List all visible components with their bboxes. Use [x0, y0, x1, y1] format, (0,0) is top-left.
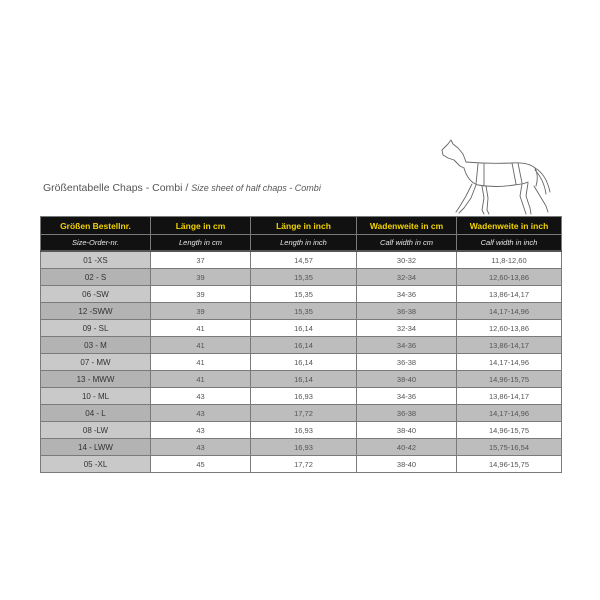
cell-length-cm: 39: [151, 286, 251, 303]
cell-calf-cm: 30-32: [357, 251, 457, 269]
cell-length-inch: 15,35: [251, 286, 357, 303]
cell-calf-inch: 14,17-14,96: [457, 354, 562, 371]
cell-calf-cm: 36-38: [357, 303, 457, 320]
header-size-en: Size-Order-nr.: [41, 235, 151, 252]
cell-size: 04 - L: [41, 405, 151, 422]
table-row: [41, 456, 562, 473]
cell-length-inch: 16,93: [251, 439, 357, 456]
cell-calf-cm: 36-38: [357, 354, 457, 371]
table-row: [41, 405, 562, 422]
cell-calf-cm: 40-42: [357, 439, 457, 456]
header-length-cm: Länge in cm: [151, 217, 251, 235]
cell-length-inch: 15,35: [251, 303, 357, 320]
cell-length-cm: 41: [151, 337, 251, 354]
table-row: [41, 251, 562, 269]
title-subtitle: Size sheet of half chaps - Combi: [191, 183, 321, 193]
table-row: [41, 303, 562, 320]
cell-length-inch: 16,14: [251, 337, 357, 354]
cell-calf-inch: 14,17-14,96: [457, 303, 562, 320]
table-row: [41, 286, 562, 303]
table-row: [41, 337, 562, 354]
cell-calf-inch: 15,75-16,54: [457, 439, 562, 456]
cell-size: 03 - M: [41, 337, 151, 354]
cell-calf-cm: 32-34: [357, 269, 457, 286]
cell-length-cm: 41: [151, 320, 251, 337]
cell-length-cm: 41: [151, 371, 251, 388]
header-calf-inch-en: Calf width in inch: [457, 235, 562, 252]
header-row-english: [41, 235, 562, 252]
cell-calf-cm: 36-38: [357, 405, 457, 422]
cell-length-cm: 37: [151, 251, 251, 269]
header-calf-inch: Wadenweite in inch: [457, 217, 562, 235]
cell-size: 13 - MWW: [41, 371, 151, 388]
cell-size: 14 - LWW: [41, 439, 151, 456]
header-calf-cm-en: Calf width in cm: [357, 235, 457, 252]
cell-calf-inch: 14,96-15,75: [457, 422, 562, 439]
table-row: [41, 320, 562, 337]
cell-calf-cm: 34-36: [357, 337, 457, 354]
cell-size: 08 -LW: [41, 422, 151, 439]
cell-length-cm: 45: [151, 456, 251, 473]
cell-size: 10 - ML: [41, 388, 151, 405]
cell-calf-cm: 32-34: [357, 320, 457, 337]
cell-length-inch: 16,14: [251, 320, 357, 337]
cell-calf-cm: 34-36: [357, 286, 457, 303]
cell-calf-inch: 12,60-13,86: [457, 320, 562, 337]
cell-calf-cm: 34-36: [357, 388, 457, 405]
header-length-cm-en: Length in cm: [151, 235, 251, 252]
cell-size: 07 - MW: [41, 354, 151, 371]
cell-length-inch: 16,93: [251, 422, 357, 439]
horse-with-chaps-illustration: [438, 138, 554, 216]
table-row: [41, 439, 562, 456]
page-title: [43, 182, 321, 194]
title-main: Größentabelle Chaps - Combi /: [43, 182, 189, 194]
cell-size: 05 -XL: [41, 456, 151, 473]
cell-length-inch: 16,14: [251, 371, 357, 388]
cell-size: 12 -SWW: [41, 303, 151, 320]
cell-calf-inch: 14,96-15,75: [457, 456, 562, 473]
header-row-german: [41, 217, 562, 235]
cell-length-inch: 16,14: [251, 354, 357, 371]
cell-size: 01 -XS: [41, 251, 151, 269]
table-row: [41, 388, 562, 405]
cell-length-inch: 17,72: [251, 456, 357, 473]
cell-size: 06 -SW: [41, 286, 151, 303]
table-row: [41, 269, 562, 286]
cell-calf-inch: 13,86-14,17: [457, 388, 562, 405]
cell-length-cm: 43: [151, 439, 251, 456]
table-row: [41, 371, 562, 388]
cell-calf-cm: 38-40: [357, 422, 457, 439]
cell-calf-inch: 14,96-15,75: [457, 371, 562, 388]
cell-length-inch: 14,57: [251, 251, 357, 269]
header-length-inch-en: Length in inch: [251, 235, 357, 252]
table-row: [41, 422, 562, 439]
cell-length-cm: 39: [151, 303, 251, 320]
cell-length-inch: 16,93: [251, 388, 357, 405]
header-length-inch: Länge in inch: [251, 217, 357, 235]
header-calf-cm: Wadenweite in cm: [357, 217, 457, 235]
cell-calf-inch: 11,8-12,60: [457, 251, 562, 269]
cell-calf-cm: 38-40: [357, 371, 457, 388]
cell-length-cm: 39: [151, 269, 251, 286]
cell-length-cm: 43: [151, 388, 251, 405]
cell-calf-inch: 12,60-13,86: [457, 269, 562, 286]
header-size: Größen Bestellnr.: [41, 217, 151, 235]
cell-length-cm: 43: [151, 422, 251, 439]
cell-size: 09 - SL: [41, 320, 151, 337]
cell-length-inch: 17,72: [251, 405, 357, 422]
cell-length-cm: 43: [151, 405, 251, 422]
cell-calf-cm: 38-40: [357, 456, 457, 473]
cell-calf-inch: 13,86-14,17: [457, 337, 562, 354]
cell-calf-inch: 13,86-14,17: [457, 286, 562, 303]
size-chart-table: [40, 216, 562, 473]
cell-calf-inch: 14,17-14,96: [457, 405, 562, 422]
cell-length-cm: 41: [151, 354, 251, 371]
table-row: [41, 354, 562, 371]
cell-size: 02 - S: [41, 269, 151, 286]
cell-length-inch: 15,35: [251, 269, 357, 286]
